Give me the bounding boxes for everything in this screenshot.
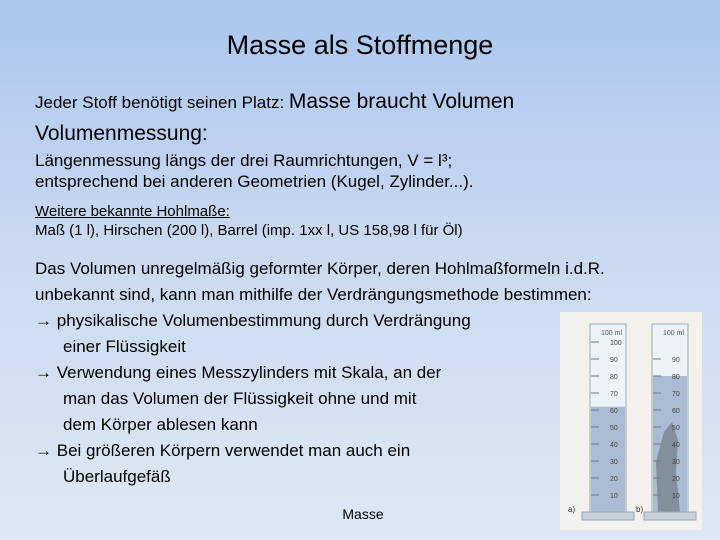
scale-tick-label: 50 xyxy=(672,425,680,432)
bullet-text: physikalische Volumenbestimmung durch Verdrängung xyxy=(56,311,471,330)
bullet-item xyxy=(35,438,605,464)
scale-tick-label: 20 xyxy=(672,476,680,483)
bullet-text: Verwendung eines Messzylinders mit Skala, an der xyxy=(56,363,442,382)
scale-tick-label: 10 xyxy=(610,493,618,500)
volume-line: entsprechend bei anderen Geometrien (Kugel, Zylinder...). xyxy=(35,172,474,191)
scale-tick-label: 50 xyxy=(610,425,618,432)
bullet-continuation: Überlaufgefäß xyxy=(63,467,171,486)
measuring-cylinder-figure xyxy=(560,312,702,530)
scale-tick-label: 60 xyxy=(672,408,680,415)
volume-text xyxy=(35,150,473,192)
measuring-cylinder-illustration xyxy=(560,312,702,530)
scale-tick-label: 60 xyxy=(610,408,618,415)
scale-tick-label: 70 xyxy=(610,391,618,398)
scale-tick-label: 80 xyxy=(610,374,618,381)
volume-heading: Volumenmessung: xyxy=(35,122,208,145)
bullet-item xyxy=(35,360,605,386)
arrow-icon: → xyxy=(35,441,57,460)
bullet-continuation: einer Flüssigkeit xyxy=(63,337,186,356)
footer-text: Masse xyxy=(342,506,384,522)
cylinder-b-label: b) xyxy=(636,505,644,514)
intro-emphasis: Masse braucht Volumen xyxy=(288,90,515,113)
scale-tick-label: 90 xyxy=(610,357,618,364)
bullet-continuation: man das Volumen der Flüssigkeit ohne und mit xyxy=(63,389,417,408)
scale-tick-label: 80 xyxy=(672,374,680,381)
intro-text: Jeder Stoff benötigt seinen Platz: xyxy=(35,93,289,112)
bullet-item xyxy=(35,308,605,334)
intro-line xyxy=(35,90,514,114)
cylinder-b-unit: 100 ml xyxy=(663,330,685,337)
scale-tick-label: 40 xyxy=(672,442,680,449)
more-heading: Weitere bekannte Hohlmaße: xyxy=(35,203,230,220)
arrow-icon: → xyxy=(35,311,57,330)
paragraph-line: Das Volumen unregelmäßig geformter Körper, deren Hohlmaßformeln i.d.R. xyxy=(35,259,605,278)
scale-tick-label: 30 xyxy=(672,459,680,466)
cylinder-a-unit: 100 ml xyxy=(601,330,623,337)
scale-tick-label: 70 xyxy=(672,391,680,398)
scale-tick-label: 100 xyxy=(610,340,622,347)
bullet-text: Bei größeren Körpern verwendet man auch ein xyxy=(56,441,411,460)
displacement-paragraph xyxy=(35,256,605,490)
scale-tick-label: 10 xyxy=(672,493,680,500)
arrow-icon: → xyxy=(35,363,57,382)
slide-title: Masse als Stoffmenge xyxy=(226,30,494,60)
cylinder-a-water xyxy=(591,407,625,512)
cylinder-a-label: a) xyxy=(568,505,576,514)
scale-tick-label: 90 xyxy=(672,357,680,364)
scale-tick-label: 20 xyxy=(610,476,618,483)
bullet-continuation: dem Körper ablesen kann xyxy=(63,415,258,434)
volume-line: Längenmessung längs der drei Raumrichtungen, V = l³; xyxy=(35,151,453,170)
more-text: Maß (1 l), Hirschen (200 l), Barrel (imp. 1xx l, US 158,98 l für Öl) xyxy=(35,222,463,239)
scale-tick-label: 40 xyxy=(610,442,618,449)
scale-tick-label: 30 xyxy=(610,459,618,466)
paragraph-line: unbekannt sind, kann man mithilfe der Verdrängungsmethode bestimmen: xyxy=(35,285,592,304)
